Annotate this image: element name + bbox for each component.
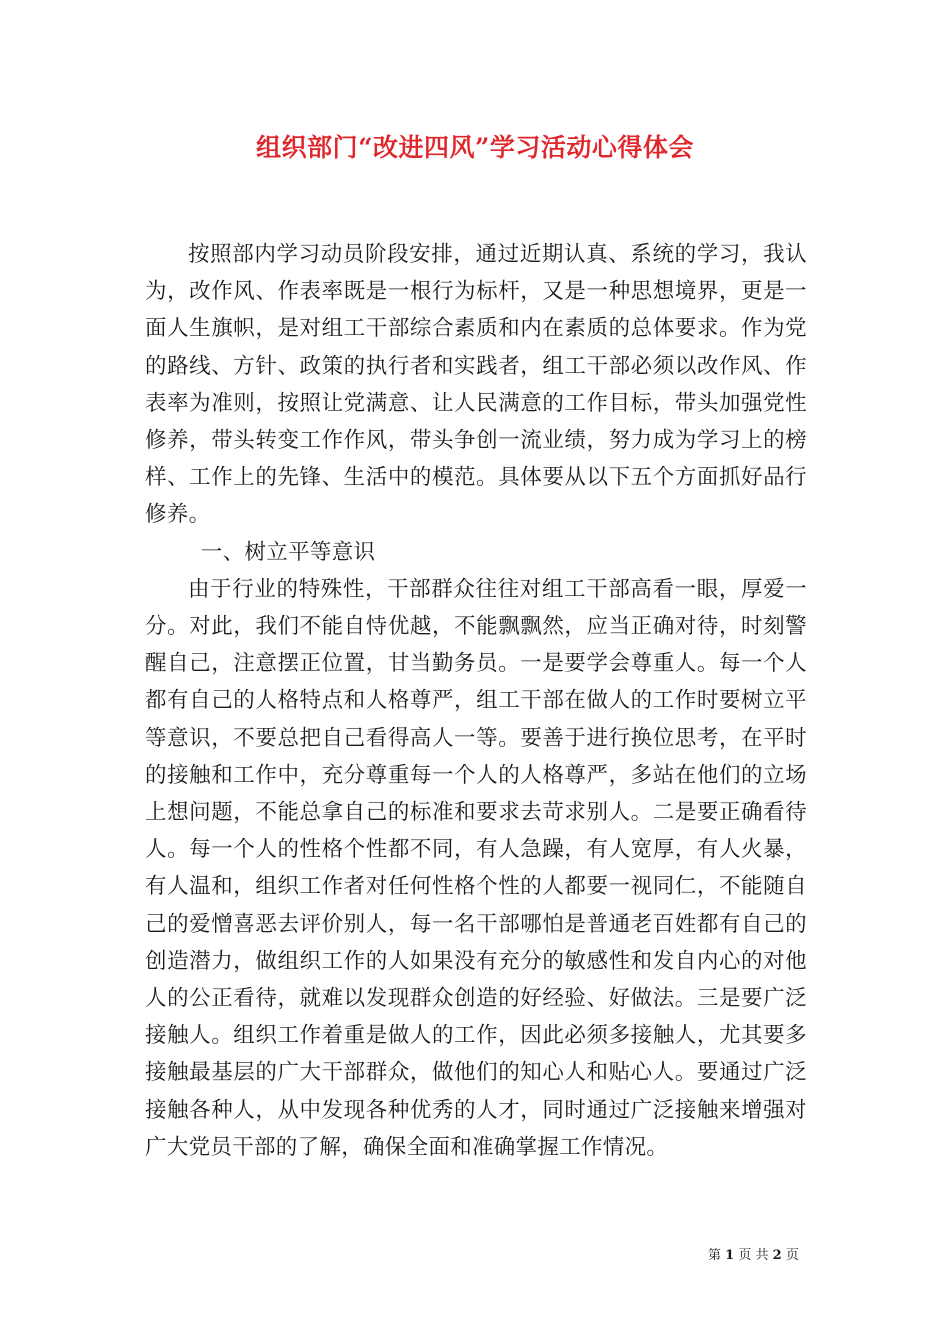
paragraph-intro: 按照部内学习动员阶段安排，通过近期认真、系统的学习，我认为，改作风、作表率既是一根行为标杆，又是一种思想境界，更是一面人生旗帜，是对组工干部综合素质和内在素质的总体要求。作为党的路线、方针、政策的执行者和实践者，组工干部必须以改作风、作表率为准则，按照让党满意、让人民满意的工作目标，带头加强党性修养，带头转变工作作风，带头争创一流业绩，努力成为学习上的榜样、工作上的先锋、生活中的模范。具体要从以下五个方面抓好品行修养。 xyxy=(145,242,807,528)
total-page-number: 2 xyxy=(772,1248,782,1263)
section-heading-1: 一、树立平等意识 xyxy=(200,539,376,565)
footer-middle: 页 共 xyxy=(738,1248,769,1263)
paragraph-section-1: 由于行业的特殊性，干部群众往往对组工干部高看一眼，厚爱一分。对此，我们不能自恃优越，不能飘飘然，应当正确对待，时刻警醒自己，注意摆正位置，甘当勤务员。一是要学会尊重人。每一个人都有自己的人格特点和人格尊严，组工干部在做人的工作时要树立平等意识，不要总把自己看得高人一等。要善于进行换位思考，在平时的接触和工作中，充分尊重每一个人的人格尊严，多站在他们的立场上想问题，不能总拿自己的标准和要求去苛求别人。二是要正确看待人。每一个人的性格个性都不同，有人急躁，有人宽厚，有人火暴，有人温和，组织工作者对任何性格个性的人都要一视同仁，不能随自己的爱憎喜恶去评价别人，每一名干部哪怕是普通老百姓都有自己的创造潜力，做组织工作的人如果没有充分的敏感性和发自内心的对他人的公正看待，就难以发现群众创造的好经验、好做法。三是要广泛接触人。组织工作着重是做人的工作，因此必须多接触人，尤其要多接触最基层的广大干部群众，做他们的知心人和贴心人。要通过广泛接触各种人，从中发现各种优秀的人才，同时通过广泛接触来增强对广大党员干部的了解，确保全面和准确掌握工作情况。 xyxy=(145,576,807,1160)
footer-prefix: 第 xyxy=(708,1248,722,1263)
current-page-number: 1 xyxy=(725,1248,735,1263)
footer-suffix: 页 xyxy=(785,1248,799,1263)
document-title: 组织部门“改进四风”学习活动心得体会 xyxy=(256,133,694,162)
document-body xyxy=(145,236,807,1166)
page-number-footer xyxy=(708,1244,799,1263)
